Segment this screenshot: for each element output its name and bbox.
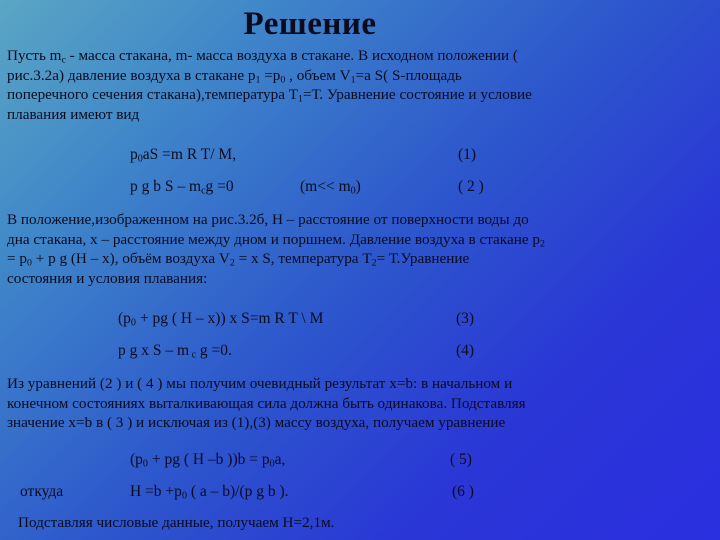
paragraph-intro	[7, 46, 647, 124]
equation-3-number: (3)	[456, 310, 475, 327]
equation-6: $H =b +p_0$ ( a – b)/(p g b ).	[130, 483, 289, 502]
final-result: Подставляя числовые данные, получаем Н=2,1м.	[18, 514, 335, 531]
text-line: состояния и условия плавания:	[7, 269, 208, 287]
equation-4: p g x S – m $_c$ g =0.	[118, 342, 232, 361]
text-line: плавания имеют вид	[7, 105, 140, 123]
equation-2: p g b $S - m_cg =0$	[130, 178, 234, 197]
text-line: поперечного сечения стакана),температура $Т_1=Т$. Уравнение состояние и условие	[7, 86, 532, 105]
equation-6-label: откуда	[20, 483, 64, 500]
text-line: рис.3.2а) давление воздуха в стакане $p_1 =p_0$ , объем $V_1=а$ S( S-площадь	[7, 66, 462, 86]
equation-3: ($p_0$ + pg ( H – x)) x S=m R T \ M	[118, 310, 324, 329]
equation-2-number: ( 2 )	[458, 178, 484, 195]
paragraph-position-b	[7, 210, 647, 288]
equation-1-number: (1)	[458, 146, 477, 163]
equation-5: ($p_0$ + pg ( H –b ))$b = p_0a$,	[130, 451, 286, 470]
text-line: дна стакана, х – расстояние между дном и поршнем. Давление воздуха в стакане $p_2$	[7, 230, 545, 250]
text-line: = $p_0 + p$ g (H – x), объём воздуха $V_2 = x$ S, температура $Т_2=$ Т.Уравнение	[7, 250, 470, 269]
text-line: Из уравнений (2 ) и ( 4 ) мы получим очевидный результат х=b: в начальном и	[7, 375, 513, 392]
equation-1: $p_0aS =m$ R T/ M,	[130, 146, 237, 165]
equation-2-condition: $(m<< m_0)$	[300, 178, 361, 197]
text-line: Пусть $m_с$ - масса стакана, m- масса воздуха в стакане. В исходном положении (	[7, 47, 518, 66]
text-line: значение х=b в ( 3 ) и исключая из (1),(3) массу воздуха, получаем уравнение	[7, 414, 506, 432]
equation-4-number: (4)	[456, 342, 475, 359]
text-line: конечном состояниях выталкивающая сила должна быть одинакова. Подставляя	[7, 394, 526, 412]
equation-5-number: ( 5)	[450, 451, 472, 468]
text-line: В положение,изображенном на рис.3.2б, Н – расстояние от поверхности воды до	[7, 211, 529, 228]
paragraph-result	[7, 374, 647, 433]
slide-title: Решение	[243, 6, 377, 42]
equation-6-number: (6 )	[452, 483, 474, 500]
